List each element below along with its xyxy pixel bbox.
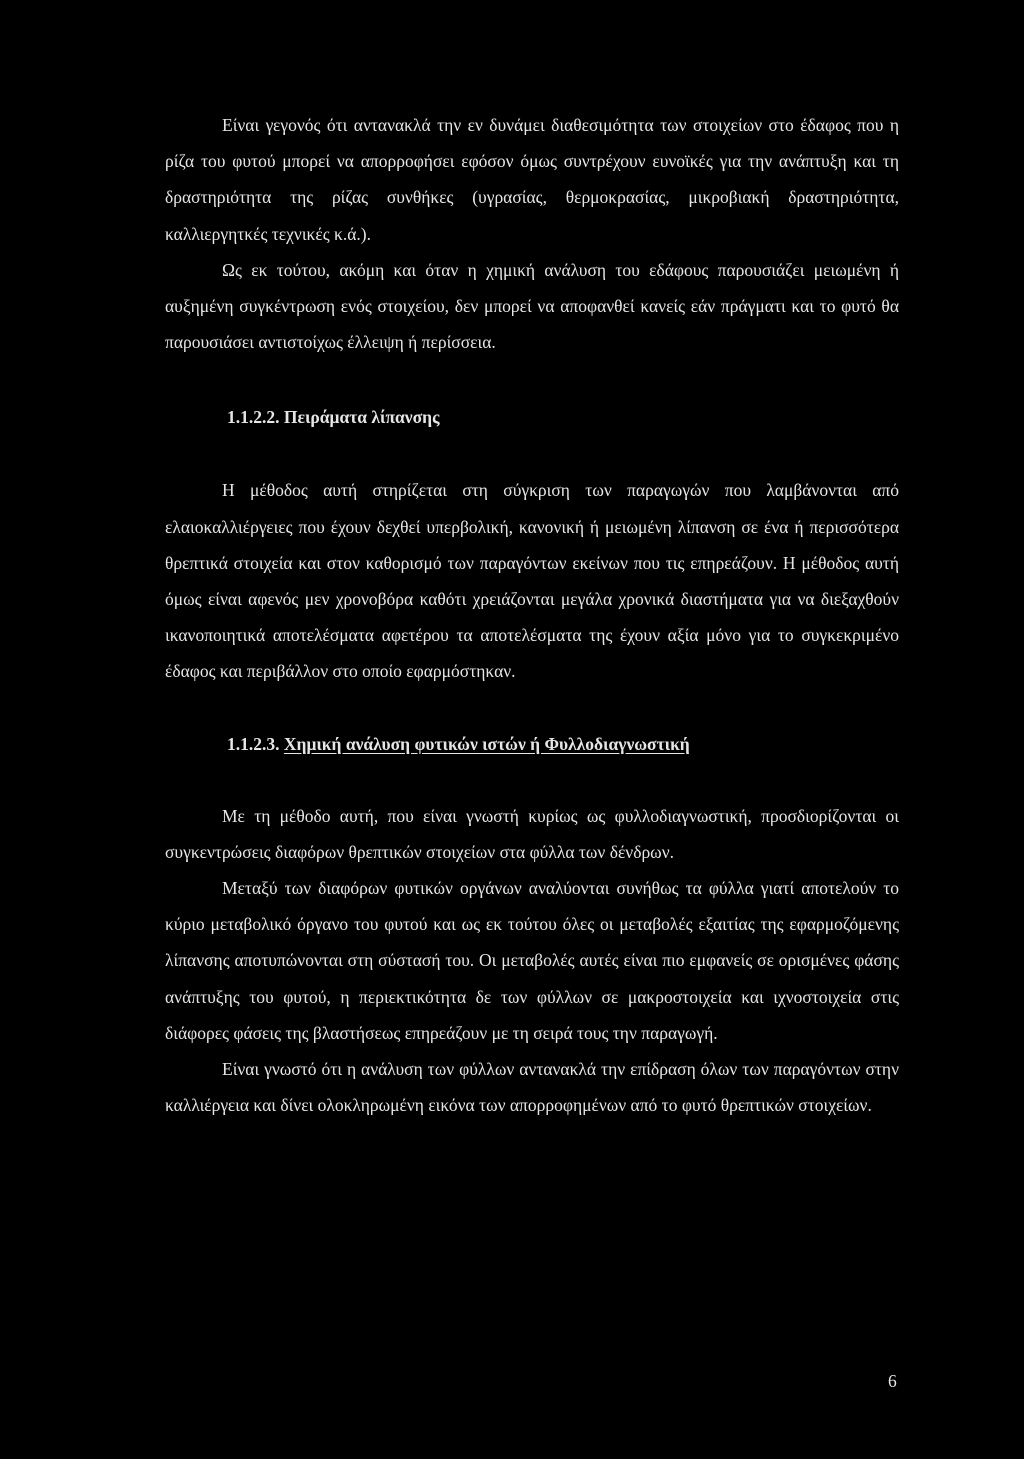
section-number: 1.1.2.2. — [227, 407, 280, 428]
section-heading-fertilization-experiments — [165, 399, 899, 435]
paragraph-leaf-organs: Μεταξύ των διαφόρων φυτικών οργάνων αναλύονται συνήθως τα φύλλα γιατί αποτελούν το κύριο μεταβολικό όργανο του φυτού και ως εκ τούτου όλες οι μεταβολές εξαιτίας της εφαρμοζόμενης λίπανσης αποτυπώνονται στη σύστασή του. Οι μεταβολές αυτές είναι πιο εμφανείς σε ορισμένες φάσης ανάπτυξης του φυτού, η περιεκτικότητα δε των φύλλων σε μακροστοιχεία και ιχνοστοιχεία στις διάφορες φάσεις της βλαστήσεως επηρεάζουν με τη σειρά τους την παραγωγή. — [165, 878, 899, 1043]
paragraph-leaf-diagnostics: Με τη μέθοδο αυτή, που είναι γνωστή κυρίως ως φυλλοδιαγνωστική, προσδιορίζονται οι συγκεντρώσεις διαφόρων θρεπτικών στοιχείων στα φύλλα των δένδρων. — [165, 805, 899, 862]
section-number: 1.1.2.3. — [227, 733, 280, 754]
paragraph-fertilization-experiments: Η μέθοδος αυτή στηρίζεται στη σύγκριση των παραγωγών που λαμβάνονται από ελαιοκαλλιέργειες που έχουν δεχθεί υπερβολική, κανονική ή μειωμένη λίπανση σε ένα ή περισσότερα θρεπτικά στοιχεία και στον καθορισμό των παραγόντων εκείνων που τις επηρεάζουν. Η μέθοδος αυτή όμως είναι αφενός μεν χρονοβόρα καθότι χρειάζονται μεγάλα χρονικά διαστήματα για να διεξαχθούν ικανοποιητικά αποτελέσματα αφετέρου τα αποτελέσματα της έχουν αξία μόνο για το συγκεκριμένο έδαφος και περιβάλλον στο οποίο εφαρμόστηκαν. — [165, 480, 899, 682]
section-title: Πειράματα λίπανσης — [283, 407, 440, 428]
section-title: Χημική ανάλυση φυτικών ιστών ή Φυλλοδιαγνωστική — [283, 733, 690, 754]
page-number: 6 — [888, 1371, 897, 1391]
paragraph-availability: Είναι γεγονός ότι αντανακλά την εν δυνάμει διαθεσιμότητα των στοιχείων στο έδαφος που η ρίζα του φυτού μπορεί να απορροφήσει εφόσον όμως συντρέχουν ευνοϊκές για την ανάπτυξη και τη δραστηριότητα της ρίζας συνθήκες (υγρασίας, θερμοκρασίας, μικροβιακή δραστηριότητα, καλλιεργητκές τεχνικές κ.ά.). — [165, 115, 899, 244]
section-heading-leaf-analysis — [165, 726, 899, 762]
paragraph-soil-analysis: Ως εκ τούτου, ακόμη και όταν η χημική ανάλυση του εδάφους παρουσιάζει μειωμένη ή αυξημένη συγκέντρωση ενός στοιχείου, δεν μπορεί να αποφανθεί κανείς εάν πράγματι και το φυτό θα παρουσιάσει αντιστοίχως έλλειψη ή περίσσεια. — [165, 259, 899, 353]
paragraph-leaf-analysis-summary: Είναι γνωστό ότι η ανάλυση των φύλλων αντανακλά την επίδραση όλων των παραγόντων στην καλλιέργεια και δίνει ολοκληρωμένη εικόνα των απορροφημένων από το φυτό θρεπτικών στοιχείων. — [165, 1059, 899, 1116]
document-body — [165, 107, 899, 1123]
